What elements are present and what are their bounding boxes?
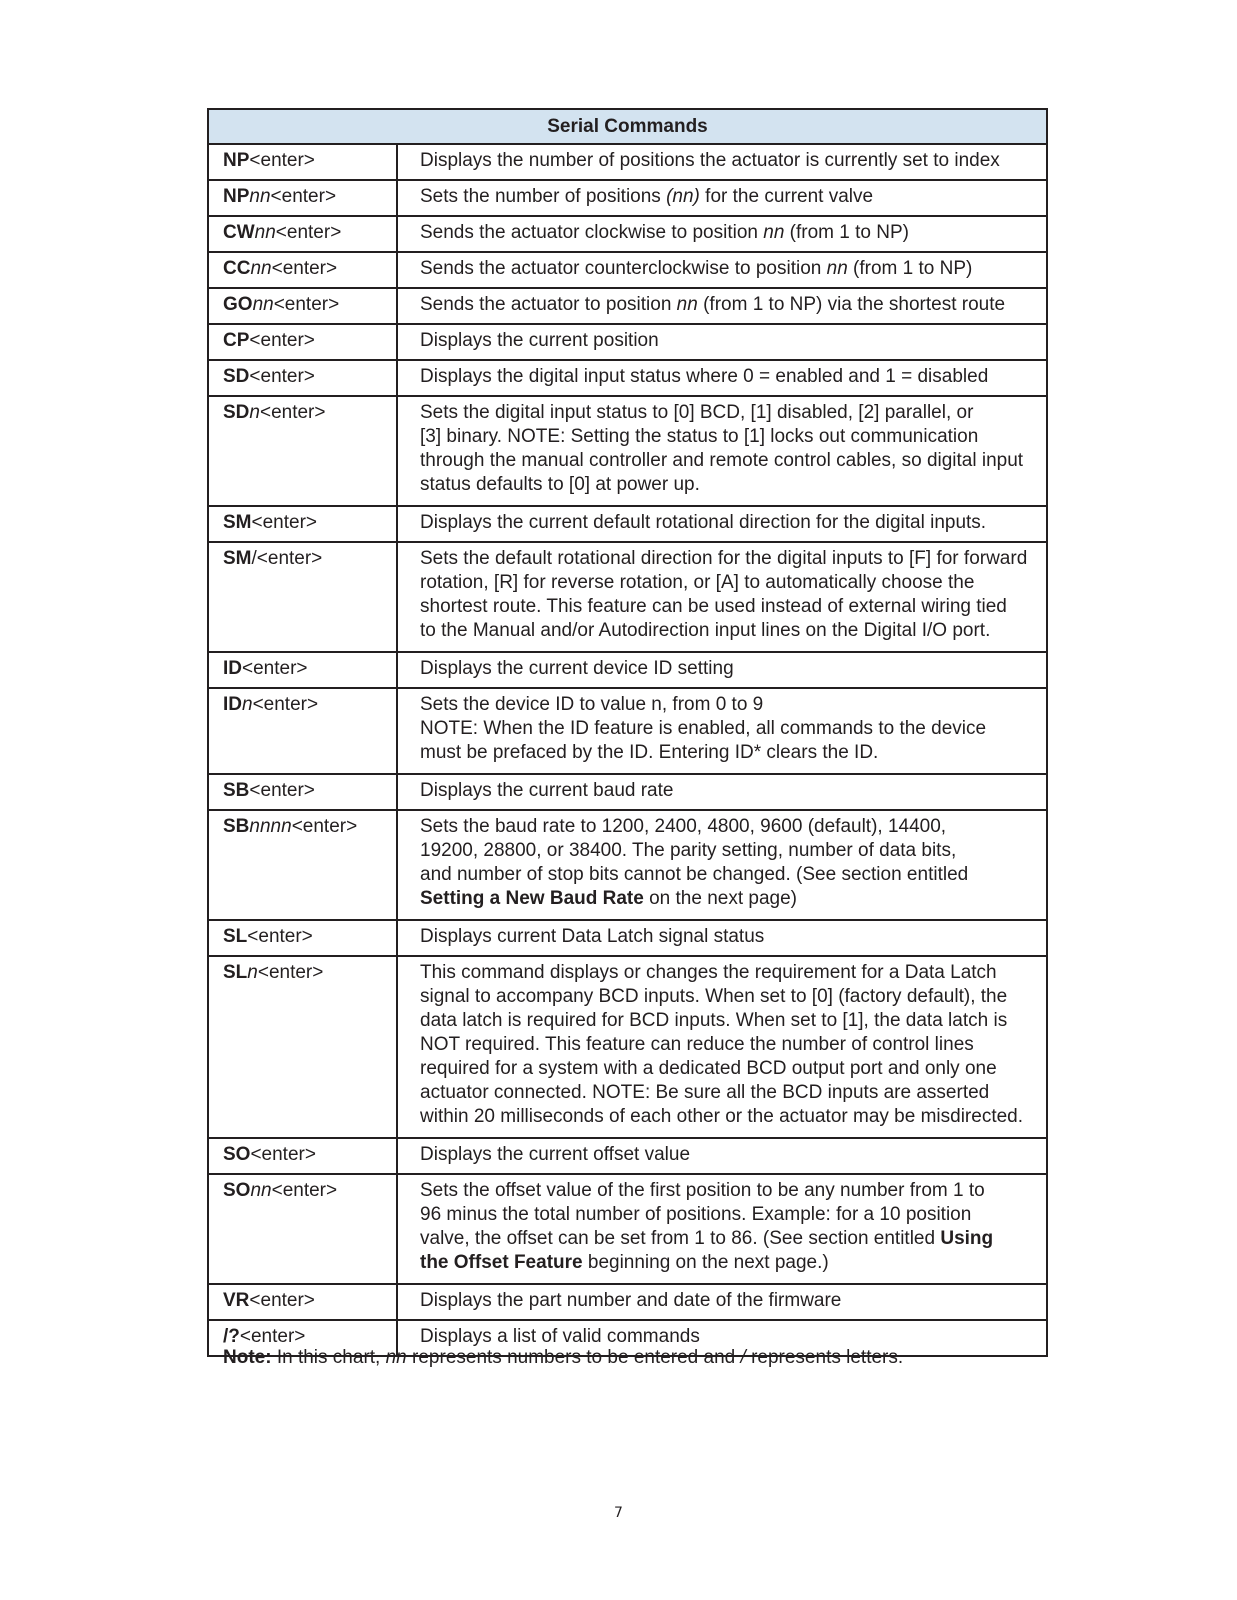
command-code: SD [223, 402, 250, 423]
command-suffix: <enter> [249, 1290, 315, 1311]
command-suffix: <enter> [275, 222, 342, 243]
command-code: ID [223, 658, 242, 679]
command-code: VR [223, 1290, 250, 1311]
command-cell [208, 506, 397, 542]
command-argument: nn [249, 186, 271, 207]
command-suffix: <enter> [249, 330, 315, 351]
table-row [208, 180, 1047, 216]
description-text: must be prefaced by the ID. Entering ID* clears the ID. [420, 742, 879, 763]
command-suffix: <enter> [249, 780, 315, 801]
command-argument: nn [254, 222, 276, 243]
command-cell [208, 144, 397, 180]
table-row [208, 396, 1047, 506]
command-suffix: <enter> [259, 402, 326, 423]
description-text: actuator connected. NOTE: Be sure all the BCD inputs are asserted [420, 1082, 990, 1103]
description-text: Sets the default rotational direction for the digital inputs to [F] for forward [420, 548, 1028, 569]
command-code: SO [223, 1180, 251, 1201]
description-text: for the current valve [699, 186, 874, 207]
command-code: CW [223, 222, 255, 243]
description-cell [397, 506, 1047, 542]
command-code: GO [223, 294, 253, 315]
description-cell [397, 288, 1047, 324]
command-cell [208, 956, 397, 1138]
description-text: Displays the current baud rate [420, 780, 674, 801]
description-cell [397, 542, 1047, 652]
description-text: Displays the digital input status where 0 = enabled and 1 = disabled [420, 366, 989, 387]
description-cell [397, 216, 1047, 252]
command-code: /? [223, 1326, 240, 1347]
description-bold: Setting a New Baud Rate [420, 888, 644, 909]
description-text: Displays a list of valid commands [420, 1326, 700, 1347]
table-title: Serial Commands [208, 109, 1047, 144]
command-cell [208, 774, 397, 810]
command-suffix: <enter> [247, 926, 313, 947]
command-cell [208, 688, 397, 774]
description-text: (from 1 to NP) via the shortest route [697, 294, 1006, 315]
command-suffix: <enter> [249, 150, 315, 171]
description-italic: nn [826, 258, 848, 279]
table-row [208, 506, 1047, 542]
command-suffix: <enter> [271, 258, 338, 279]
description-text: Displays current Data Latch signal status [420, 926, 765, 947]
description-cell [397, 252, 1047, 288]
description-italic: nn [676, 294, 698, 315]
table-body [208, 144, 1047, 1356]
description-text: (from 1 to NP) [784, 222, 909, 243]
description-text: to the Manual and/or Autodirection input lines on the Digital I/O port. [420, 620, 991, 641]
description-text: status defaults to [0] at power up. [420, 474, 700, 495]
table-row [208, 542, 1047, 652]
command-suffix: <enter> [249, 366, 315, 387]
description-text: on the next page) [643, 888, 797, 909]
command-suffix: /<enter> [251, 548, 323, 569]
command-suffix: <enter> [251, 512, 317, 533]
command-cell [208, 920, 397, 956]
command-cell [208, 216, 397, 252]
description-text: Sends the actuator to position [420, 294, 677, 315]
serial-commands-table [207, 108, 1048, 1357]
description-bold: the Offset Feature [420, 1252, 583, 1273]
description-text: and number of stop bits cannot be changed. (See section entitled [420, 864, 969, 885]
command-cell [208, 288, 397, 324]
description-text: through the manual controller and remote control cables, so digital input [420, 450, 1024, 471]
description-cell [397, 1174, 1047, 1284]
command-code: NP [223, 150, 250, 171]
description-cell [397, 1284, 1047, 1320]
description-cell [397, 180, 1047, 216]
description-text: data latch is required for BCD inputs. When set to [1], the data latch is [420, 1010, 1008, 1031]
command-code: SO [223, 1144, 251, 1165]
command-argument: n [247, 962, 258, 983]
command-suffix: <enter> [271, 1180, 338, 1201]
command-code: NP [223, 186, 250, 207]
note-slash: / [740, 1347, 746, 1368]
description-bold: Using [940, 1228, 994, 1249]
command-cell [208, 180, 397, 216]
table-row [208, 920, 1047, 956]
command-argument: n [242, 694, 253, 715]
command-code: CP [223, 330, 250, 351]
command-argument: nn [250, 258, 272, 279]
description-cell [397, 360, 1047, 396]
command-code: SD [223, 366, 250, 387]
description-text: within 20 milliseconds of each other or the actuator may be misdirected. [420, 1106, 1024, 1127]
command-argument: nn [250, 1180, 272, 1201]
description-text: 96 minus the total number of positions. Example: for a 10 position [420, 1204, 972, 1225]
table-row [208, 652, 1047, 688]
description-text: Sets the digital input status to [0] BCD, [1] disabled, [2] parallel, or [420, 402, 974, 423]
command-suffix: <enter> [257, 962, 324, 983]
command-cell [208, 360, 397, 396]
description-cell [397, 1138, 1047, 1174]
description-italic: nn [763, 222, 785, 243]
page-number: 7 [614, 1505, 623, 1521]
command-cell [208, 396, 397, 506]
table-row [208, 774, 1047, 810]
description-text: Displays the current device ID setting [420, 658, 734, 679]
table-row [208, 360, 1047, 396]
description-text: [3] binary. NOTE: Setting the status to [1] locks out communication [420, 426, 979, 447]
command-code: SB [223, 780, 250, 801]
table-row [208, 144, 1047, 180]
table-row [208, 688, 1047, 774]
table-row [208, 1174, 1047, 1284]
command-cell [208, 252, 397, 288]
command-code: SM [223, 548, 252, 569]
description-text: Sends the actuator clockwise to position [420, 222, 764, 243]
command-cell [208, 652, 397, 688]
command-suffix: <enter> [239, 1326, 306, 1347]
description-text: Displays the part number and date of the firmware [420, 1290, 842, 1311]
command-code: SM [223, 512, 252, 533]
command-suffix: <enter> [273, 294, 340, 315]
description-text: valve, the offset can be set from 1 to 86. (See section entitled [420, 1228, 941, 1249]
description-text: beginning on the next page.) [582, 1252, 829, 1273]
description-text: Displays the current default rotational direction for the digital inputs. [420, 512, 987, 533]
table-row [208, 216, 1047, 252]
command-suffix: <enter> [252, 694, 319, 715]
description-text: Sets the device ID to value n, from 0 to 9 [420, 694, 764, 715]
table-row [208, 810, 1047, 920]
table-row [208, 324, 1047, 360]
description-cell [397, 652, 1047, 688]
description-cell [397, 774, 1047, 810]
table-row [208, 956, 1047, 1138]
description-text: shortest route. This feature can be used instead of external wiring tied [420, 596, 1007, 617]
command-cell [208, 324, 397, 360]
command-cell [208, 1284, 397, 1320]
command-argument: nn [252, 294, 274, 315]
description-text: 19200, 28800, or 38400. The parity setting, number of data bits, [420, 840, 957, 861]
table-header-row [208, 109, 1047, 144]
note-label: Note: [223, 1347, 272, 1368]
footnote [223, 1346, 903, 1370]
note-text-1: In this chart, [271, 1347, 386, 1368]
command-cell [208, 1138, 397, 1174]
description-text: required for a system with a dedicated BCD output port and only one [420, 1058, 997, 1079]
description-text: signal to accompany BCD inputs. When set to [0] (factory default), the [420, 986, 1008, 1007]
command-suffix: <enter> [270, 186, 337, 207]
command-suffix: <enter> [291, 816, 358, 837]
command-cell [208, 810, 397, 920]
description-text: Displays the current position [420, 330, 659, 351]
command-code: ID [223, 694, 242, 715]
description-text: NOT required. This feature can reduce the number of control lines [420, 1034, 974, 1055]
description-text: NOTE: When the ID feature is enabled, all commands to the device [420, 718, 987, 739]
description-cell [397, 324, 1047, 360]
command-suffix: <enter> [242, 658, 308, 679]
table-row [208, 252, 1047, 288]
description-italic: (nn) [666, 186, 700, 207]
description-cell [397, 688, 1047, 774]
command-code: SB [223, 816, 250, 837]
command-cell [208, 1174, 397, 1284]
description-text: Displays the number of positions the actuator is currently set to index [420, 150, 1000, 171]
command-code: SL [223, 926, 248, 947]
description-text: Sets the number of positions [420, 186, 667, 207]
table-row [208, 1138, 1047, 1174]
command-argument: nnnn [249, 816, 292, 837]
description-cell [397, 956, 1047, 1138]
description-text: This command displays or changes the requirement for a Data Latch [420, 962, 997, 983]
command-argument: n [249, 402, 260, 423]
command-code: SL [223, 962, 248, 983]
command-suffix: <enter> [250, 1144, 316, 1165]
description-cell [397, 920, 1047, 956]
description-text: Sets the baud rate to 1200, 2400, 4800, 9600 (default), 14400, [420, 816, 947, 837]
description-cell [397, 396, 1047, 506]
description-text: Displays the current offset value [420, 1144, 691, 1165]
command-code: CC [223, 258, 251, 279]
note-text-3: represents letters. [745, 1347, 904, 1368]
table-row [208, 1284, 1047, 1320]
description-text: (from 1 to NP) [847, 258, 973, 279]
description-text: Sends the actuator counterclockwise to position [420, 258, 827, 279]
note-nn: nn [385, 1347, 407, 1368]
description-cell [397, 144, 1047, 180]
description-text: rotation, [R] for reverse rotation, or [A] to automatically choose the [420, 572, 975, 593]
description-text: Sets the offset value of the first position to be any number from 1 to [420, 1180, 985, 1201]
command-cell [208, 542, 397, 652]
table-row [208, 288, 1047, 324]
note-text-2: represents numbers to be entered and [406, 1347, 741, 1368]
description-cell [397, 810, 1047, 920]
